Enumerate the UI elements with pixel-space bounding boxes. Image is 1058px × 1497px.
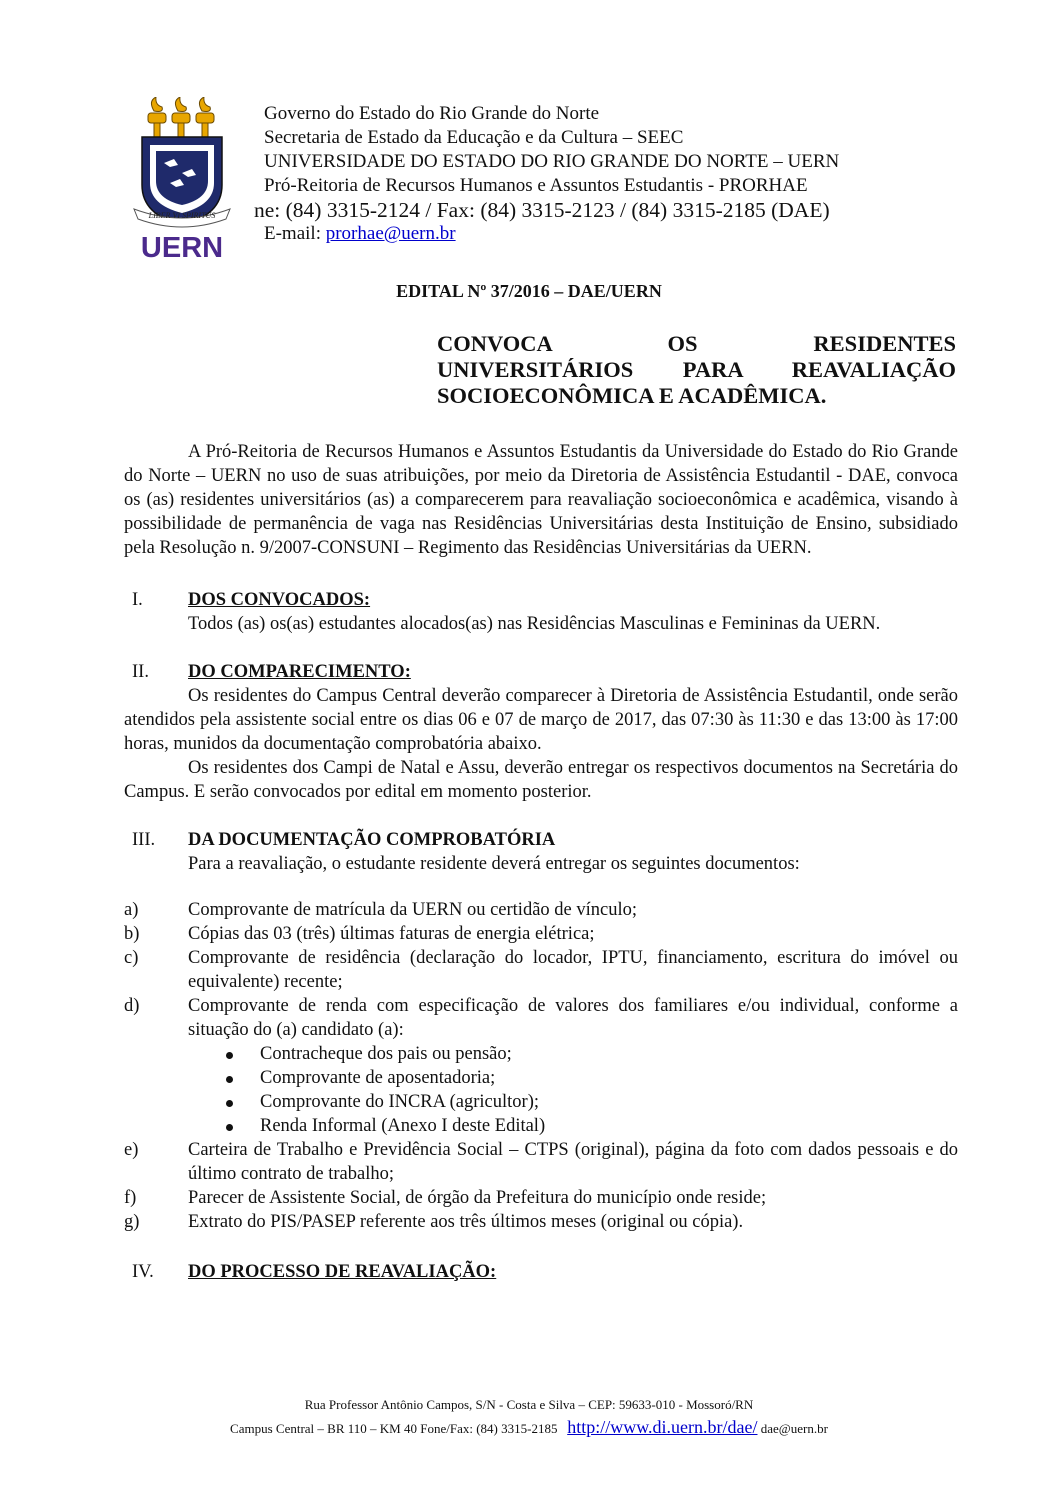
bullet-item: Contracheque dos pais ou pensão; (188, 1042, 958, 1066)
footer-url-link[interactable]: http://www.di.uern.br/dae/ (567, 1417, 758, 1437)
section-title: DO PROCESSO DE REAVALIAÇÃO: (188, 1262, 497, 1282)
page-footer (0, 1394, 1058, 1440)
section-title: DOS CONVOCADOS: (188, 590, 371, 610)
footer-contact-line (0, 1416, 1058, 1440)
intro-paragraph: A Pró-Reitoria de Recursos Humanos e Assuntos Estudantis da Universidade do Estado do Rio Grande do Norte – UERN no uso de suas atribuições, por meio da Diretoria de Assistência Estudantil - DAE, convoca os (as) residentes universitários (as) a comparecerem para reavaliação socioeconômica e acadêmica, visando à possibilidade de permanência de vaga nas Residências Universitárias desta Instituição de Ensino, subsidiado pela Resolução n. 9/2007-CONSUNI – Regimento das Residências Universitárias da UERN. (124, 442, 958, 558)
bullet-icon (188, 1066, 260, 1090)
bullet-item: Comprovante de aposentadoria; (188, 1066, 958, 1090)
bullet-icon (188, 1114, 260, 1138)
bullet-icon (188, 1042, 260, 1066)
section-heading-comparecimento (124, 660, 958, 684)
list-item: g) Extrato do PIS/PASEP referente aos três últimos meses (original ou cópia). (124, 1212, 744, 1232)
bullet-item: Comprovante do INCRA (agricultor); (188, 1090, 958, 1114)
subject-line-1: CONVOCA OS RESIDENTES (437, 331, 956, 356)
footer-address: Rua Professor Antônio Campos, S/N - Costa e Silva – CEP: 59633-010 - Mossoró/RN (304, 1397, 754, 1412)
logo-motto: LIBER VI SPIRITUS (148, 211, 216, 220)
subject-line-3: SOCIOECONÔMICA E ACADÊMICA. (437, 383, 827, 408)
bullet-item: Renda Informal (Anexo I deste Edital) (188, 1114, 958, 1138)
logo-wordmark: UERN (140, 232, 224, 262)
header-email-link[interactable]: prorhae@uern.br (325, 223, 456, 244)
footer-campus: Campus Central – BR 110 – KM 40 Fone/Fax: (84) 3315-2185 (230, 1421, 558, 1436)
section-documentacao-intro: Para a reavaliação, o estudante residente deverá entregar os seguintes documentos: (188, 854, 800, 874)
list-item: a) Comprovante de matrícula da UERN ou certidão de vínculo; (124, 900, 638, 920)
header-line-prorectory: Pró-Reitoria de Recursos Humanos e Assuntos Estudantis - PRORHAE (264, 175, 808, 196)
edital-number: EDITAL Nº 37/2016 – DAE/UERN (396, 281, 662, 301)
section-comparecimento-para-2: Os residentes dos Campi de Natal e Assu, deverão entregar os respectivos documentos na Secretária do Campus. E serão convocados por edital em momento posterior. (124, 758, 958, 802)
section-number: IV. (132, 1262, 154, 1282)
documents-list-continued (124, 1138, 958, 1234)
bullet-icon (188, 1090, 260, 1114)
section-comparecimento-para-1: Os residentes do Campus Central deverão comparecer à Diretoria de Assistência Estudantil, onde serão atendidos pela assistente social entre os dias 06 e 07 de março de 2017, das 07:30 às 11:30 e das 13:00 às 17:00 horas, munidos da documentação comprobatória abaixo. (124, 686, 958, 754)
income-proof-bullets (124, 1042, 958, 1138)
documents-list (124, 898, 958, 1042)
uern-logo (132, 97, 232, 262)
header-line-university: UNIVERSIDADE DO ESTADO DO RIO GRANDE DO NORTE – UERN (264, 151, 840, 172)
header-line-government: Governo do Estado do Rio Grande do Norte (264, 103, 600, 124)
document-body (124, 440, 958, 1284)
header-email-line (264, 222, 839, 246)
section-title: DO COMPARECIMENTO: (188, 662, 411, 682)
footer-email: dae@uern.br (760, 1421, 828, 1436)
header-phone: ne: (84) 3315-2124 / Fax: (84) 3315-2123 / (84) 3315-2185 (DAE) (254, 198, 830, 222)
list-item: b) Cópias das 03 (três) últimas faturas de energia elétrica; (124, 924, 595, 944)
section-number: I. (132, 590, 143, 610)
email-label: E-mail: (264, 223, 326, 244)
list-item: d) Comprovante de renda com especificação de valores dos familiares e/ou individual, conforme a situação do (a) candidato (a): (124, 996, 958, 1040)
list-item: e) Carteira de Trabalho e Previdência Social – CTPS (original), página da foto com dados pessoais e do último contrato de trabalho; (124, 1140, 958, 1184)
section-heading-documentacao (124, 828, 958, 852)
section-heading-convocados (124, 588, 958, 612)
section-number: II. (132, 662, 149, 682)
subject-line-2: UNIVERSITÁRIOS PARA REAVALIAÇÃO (437, 357, 956, 382)
header-line-secretariat: Secretaria de Estado da Educação e da Cultura – SEEC (264, 127, 684, 148)
section-title: DA DOCUMENTAÇÃO COMPROBATÓRIA (188, 830, 556, 850)
section-convocados-text: Todos (as) os(as) estudantes alocados(as) nas Residências Masculinas e Femininas da UERN. (188, 614, 881, 634)
list-item: f) Parecer de Assistente Social, de órgão da Prefeitura do município onde reside; (124, 1188, 767, 1208)
section-heading-reavaliacao (124, 1260, 958, 1284)
edital-subject (437, 331, 956, 409)
institution-header (254, 102, 840, 246)
list-item: c) Comprovante de residência (declaração do locador, IPTU, financiamento, escritura do imóvel ou equivalente) recente; (124, 948, 958, 992)
section-number: III. (132, 830, 156, 850)
